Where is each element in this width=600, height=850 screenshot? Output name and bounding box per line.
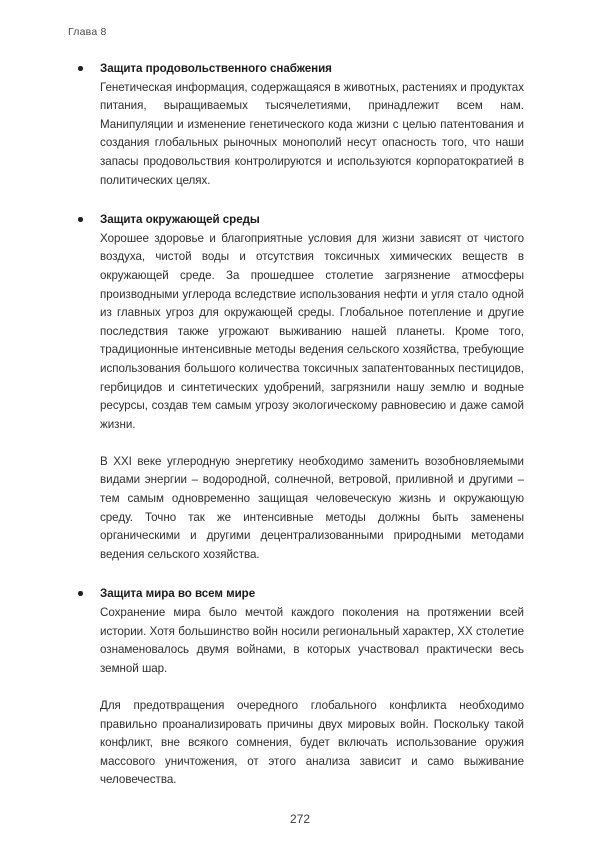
bullet-dot-icon [78, 591, 83, 596]
page-number: 272 [289, 812, 311, 826]
section-title: Защита мира во всем мире [100, 587, 256, 601]
bullet-dot-icon [78, 66, 83, 71]
bullet-section-food-supply [78, 60, 524, 190]
section-paragraph: Хорошее здоровье и благоприятные условия для жизни зависят от чистого воздуха, чистой воды и отсутствия токсичных химических веществ в окружающей среде. За прошедшее столетие загрязнение атмосферы производными углерода вследствие использования нефти и угля стало одной из главных угроз для окружающей среды. Глобальное потепление и другие последствия также угрожают выживанию нашей планеты. Кроме того, традиционные интенсивные методы ведения сельского хозяйства, требующие использования большого количества токсичных запатентованных пестицидов, гербицидов и синтетических удобрений, загрязнили нашу землю и водные ресурсы, создав тем самым угрозу экологическому равновесию и даже самой жизни. [100, 231, 524, 431]
section-paragraph: Сохранение мира было мечтой каждого поколения на протяжении всей истории. Хотя большинство войн носили региональный характер, XX столетие ознаменовалось двумя войнами, в которых участвовал практически весь земной шар. [100, 606, 524, 675]
section-title: Защита окружающей среды [100, 213, 260, 227]
bullet-section-environment [78, 211, 524, 564]
page-body-content [78, 60, 524, 790]
bullet-section-world-peace [78, 585, 524, 790]
section-paragraph: В XXI веке углеродную энергетику необходимо заменить возобновляемыми видами энергии – водородной, солнечной, ветровой, приливной и другими – тем самым одновременно защищая человеческую жизнь и окружающую среду. Точно так же интенсивные методы должны быть заменены органическими и другими децентрализованными природными методами ведения сельского хозяйства. [100, 454, 524, 561]
section-paragraph: Для предотвращения очередного глобального конфликта необходимо правильно проанализировать причины двух мировых войн. Поскольку такой конфликт, вне всякого сомнения, будет включать использование оружия массового уничтожения, от этого анализа зависит и само выживание человечества. [100, 699, 524, 787]
bullet-heading-row [78, 211, 524, 564]
bullet-heading-row [78, 585, 524, 790]
running-head-chapter: Глава 8 [68, 26, 107, 38]
section-title: Защита продовольственного снабжения [100, 62, 332, 75]
section-paragraph: Генетическая информация, содержащаяся в животных, растениях и продуктах питания, выращиваемых тысячелетиями, принадлежит всем нам. Манипуляции и изменение генетического кода жизни с целью патентования и создания глобальных рыночных монополий несут опасность того, что наши запасы продовольствия контролируются и используются корпоратократией в политических целях. [100, 80, 524, 187]
bullet-dot-icon [78, 217, 83, 222]
bullet-heading-row [78, 60, 524, 190]
